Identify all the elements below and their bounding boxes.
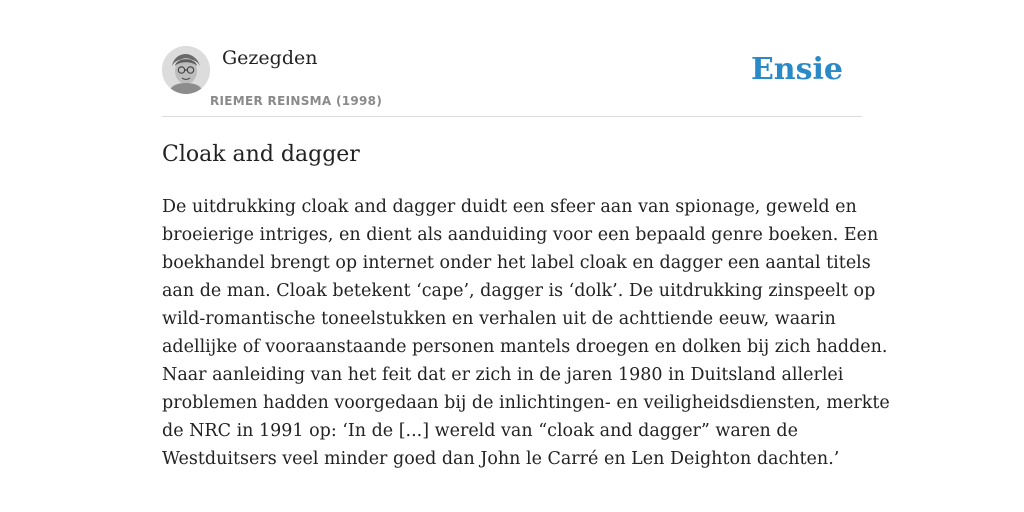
- entry-line: De uitdrukking cloak and dagger duidt een sfeer aan van spionage, geweld en: [162, 197, 857, 217]
- entry-line: problemen hadden voorgedaan bij de inlichtingen- en veiligheidsdiensten, merkte: [162, 393, 890, 413]
- entry-line: wild-romantische toneelstukken en verhalen uit de achttiende eeuw, waarin: [162, 309, 836, 329]
- entry-line: Westduitsers veel minder goed dan John le Carré en Len Deighton dachten.’: [162, 449, 840, 469]
- entry-line: aan de man. Cloak betekent ‘cape’, dagger is ‘dolk’. De uitdrukking zinspeelt op: [162, 281, 876, 301]
- book-author[interactable]: RIEMER REINSMA (1998): [210, 94, 383, 108]
- entry-title: Cloak and dagger: [162, 142, 360, 167]
- entry-body: [162, 193, 890, 473]
- entry-line: adellijke of vooraanstaande personen mantels droegen en dolken bij zich hadden.: [162, 337, 888, 357]
- author-portrait-svg: [162, 46, 210, 94]
- entry-line: de NRC in 1991 op: ‘In de [...] wereld van “cloak and dagger” waren de: [162, 421, 798, 441]
- author-portrait-icon[interactable]: [162, 46, 210, 94]
- entry-line: broeierige intriges, en dient als aanduiding voor een bepaald genre boeken. Een: [162, 225, 879, 245]
- header: [162, 46, 862, 117]
- entry-line: Naar aanleiding van het feit dat er zich in de jaren 1980 in Duitsland allerlei: [162, 365, 844, 385]
- book-title[interactable]: Gezegden: [222, 47, 318, 69]
- entry-line: boekhandel brengt op internet onder het label cloak en dagger een aantal titels: [162, 253, 871, 273]
- ensie-logo[interactable]: Ensie: [750, 52, 843, 87]
